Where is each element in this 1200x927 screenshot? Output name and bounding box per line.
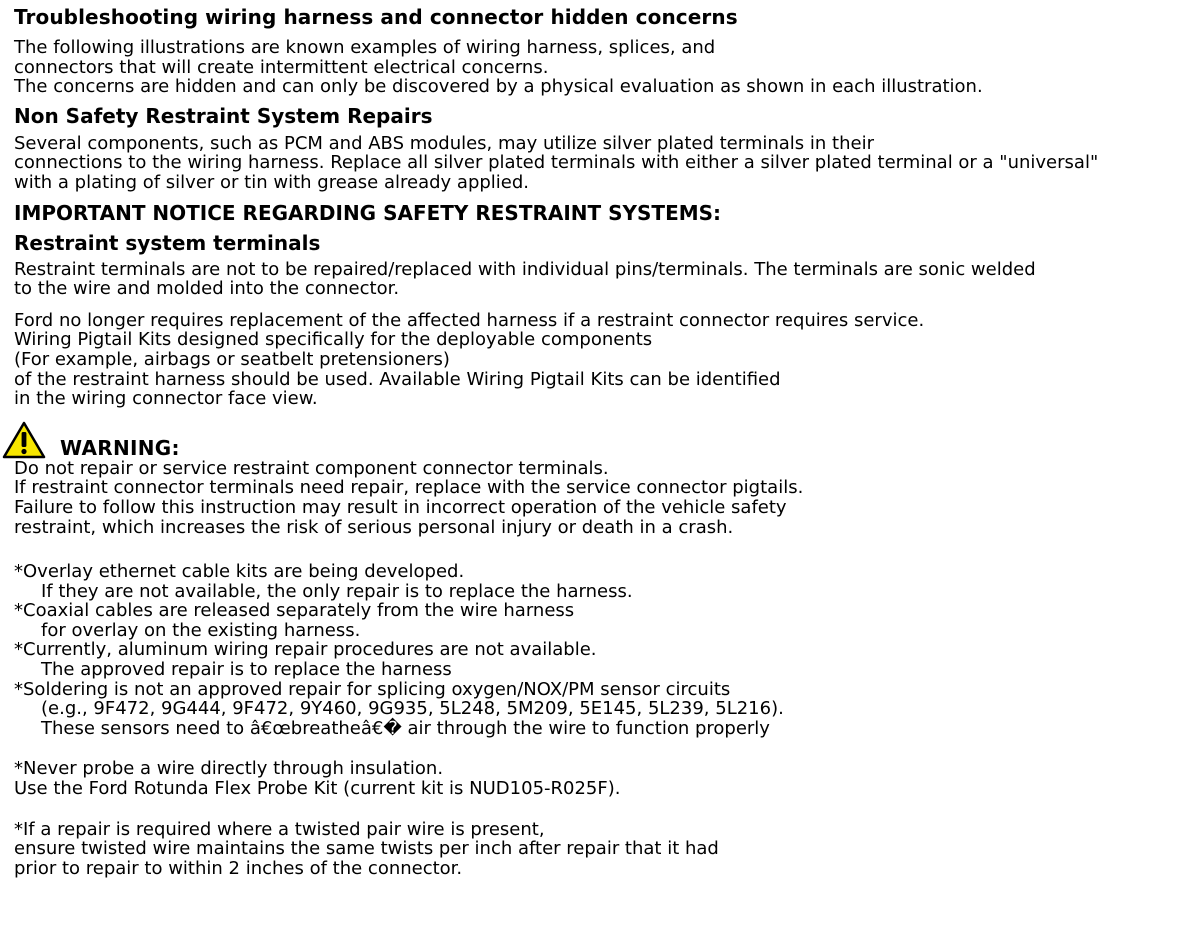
non-safety-line: Several components, such as PCM and ABS modules, may utilize silver plated terminals in their — [14, 132, 874, 154]
restraint-line: Ford no longer requires replacement of the affected harness if a restraint connector requires service. — [14, 309, 925, 331]
restraint-line: to the wire and molded into the connector. — [14, 278, 400, 300]
note-line: (e.g., 9F472, 9G444, 9F472, 9Y460, 9G935, 5L248, 5M209, 5E145, 5L239, 5L216). — [41, 698, 784, 720]
note-line: ensure twisted wire maintains the same twists per inch after repair that it had — [14, 838, 719, 860]
warning-line: Do not repair or service restraint component connector terminals. — [14, 457, 609, 479]
note-line: prior to repair to within 2 inches of the connector. — [14, 857, 463, 879]
intro-paragraph — [14, 38, 1200, 97]
intro-line: The following illustrations are known examples of wiring harness, splices, and — [14, 37, 716, 58]
note-line: If they are not available, the only repair is to replace the harness. — [41, 580, 633, 602]
non-safety-line: connections to the wiring harness. Replace all silver plated terminals with either a silver plated terminal or a "universal" — [14, 152, 1099, 174]
restraint-paragraph-1 — [14, 260, 1200, 299]
warning-text — [14, 459, 1200, 537]
restraint-terminals-heading: Restraint system terminals — [14, 230, 321, 255]
note-line: for overlay on the existing harness. — [41, 619, 361, 641]
restraint-paragraph-2 — [14, 311, 1200, 409]
note-line: These sensors need to â€œbreatheâ€� air through the wire to function properly — [41, 717, 770, 739]
intro-line: The concerns are hidden and can only be discovered by a physical evaluation as shown in each illustration. — [14, 76, 983, 98]
note-line: *If a repair is required where a twisted pair wire is present, — [14, 818, 545, 840]
note-line: *Coaxial cables are released separately from the wire harness — [14, 600, 575, 622]
non-safety-line: with a plating of silver or tin with grease already applied. — [14, 171, 530, 193]
restraint-line: (For example, airbags or seatbelt pretensioners) — [14, 348, 450, 370]
warning-label: WARNING: — [60, 435, 180, 460]
restraint-line: Wiring Pigtail Kits designed specifically for the deployable components — [14, 329, 653, 351]
note-line: *Overlay ethernet cable kits are being developed. — [14, 561, 465, 583]
notes-list-1 — [14, 562, 1200, 738]
restraint-line: of the restraint harness should be used. Available Wiring Pigtail Kits can be identified — [14, 368, 781, 390]
warning-line: Failure to follow this instruction may result in incorrect operation of the vehicle safety — [14, 496, 787, 518]
notes-list-2 — [14, 759, 1200, 798]
restraint-line: Restraint terminals are not to be repaired/replaced with individual pins/terminals. The terminals are sonic welded — [14, 258, 1036, 280]
warning-line: restraint, which increases the risk of serious personal injury or death in a crash. — [14, 516, 734, 538]
note-line: *Currently, aluminum wiring repair procedures are not available. — [14, 639, 597, 661]
warning-block — [14, 421, 1200, 537]
warning-header — [2, 421, 1200, 459]
page-title: Troubleshooting wiring harness and connector hidden concerns — [14, 5, 738, 29]
non-safety-paragraph — [14, 134, 1200, 193]
restraint-line: in the wiring connector face view. — [14, 388, 318, 410]
note-line: *Never probe a wire directly through insulation. — [14, 758, 444, 780]
important-notice-heading: IMPORTANT NOTICE REGARDING SAFETY RESTRAINT SYSTEMS: — [14, 200, 722, 225]
non-safety-heading: Non Safety Restraint System Repairs — [14, 103, 433, 128]
warning-line: If restraint connector terminals need repair, replace with the service connector pigtails. — [14, 477, 804, 499]
intro-line: connectors that will create intermittent electrical concerns. — [14, 56, 549, 78]
notes-list-3 — [14, 820, 1200, 879]
note-line: *Soldering is not an approved repair for splicing oxygen/NOX/PM sensor circuits — [14, 678, 731, 700]
note-line: Use the Ford Rotunda Flex Probe Kit (current kit is NUD105-R025F). — [14, 778, 621, 800]
note-line: The approved repair is to replace the harness — [41, 659, 452, 681]
warning-triangle-icon — [2, 421, 46, 459]
document-page — [14, 4, 1200, 878]
